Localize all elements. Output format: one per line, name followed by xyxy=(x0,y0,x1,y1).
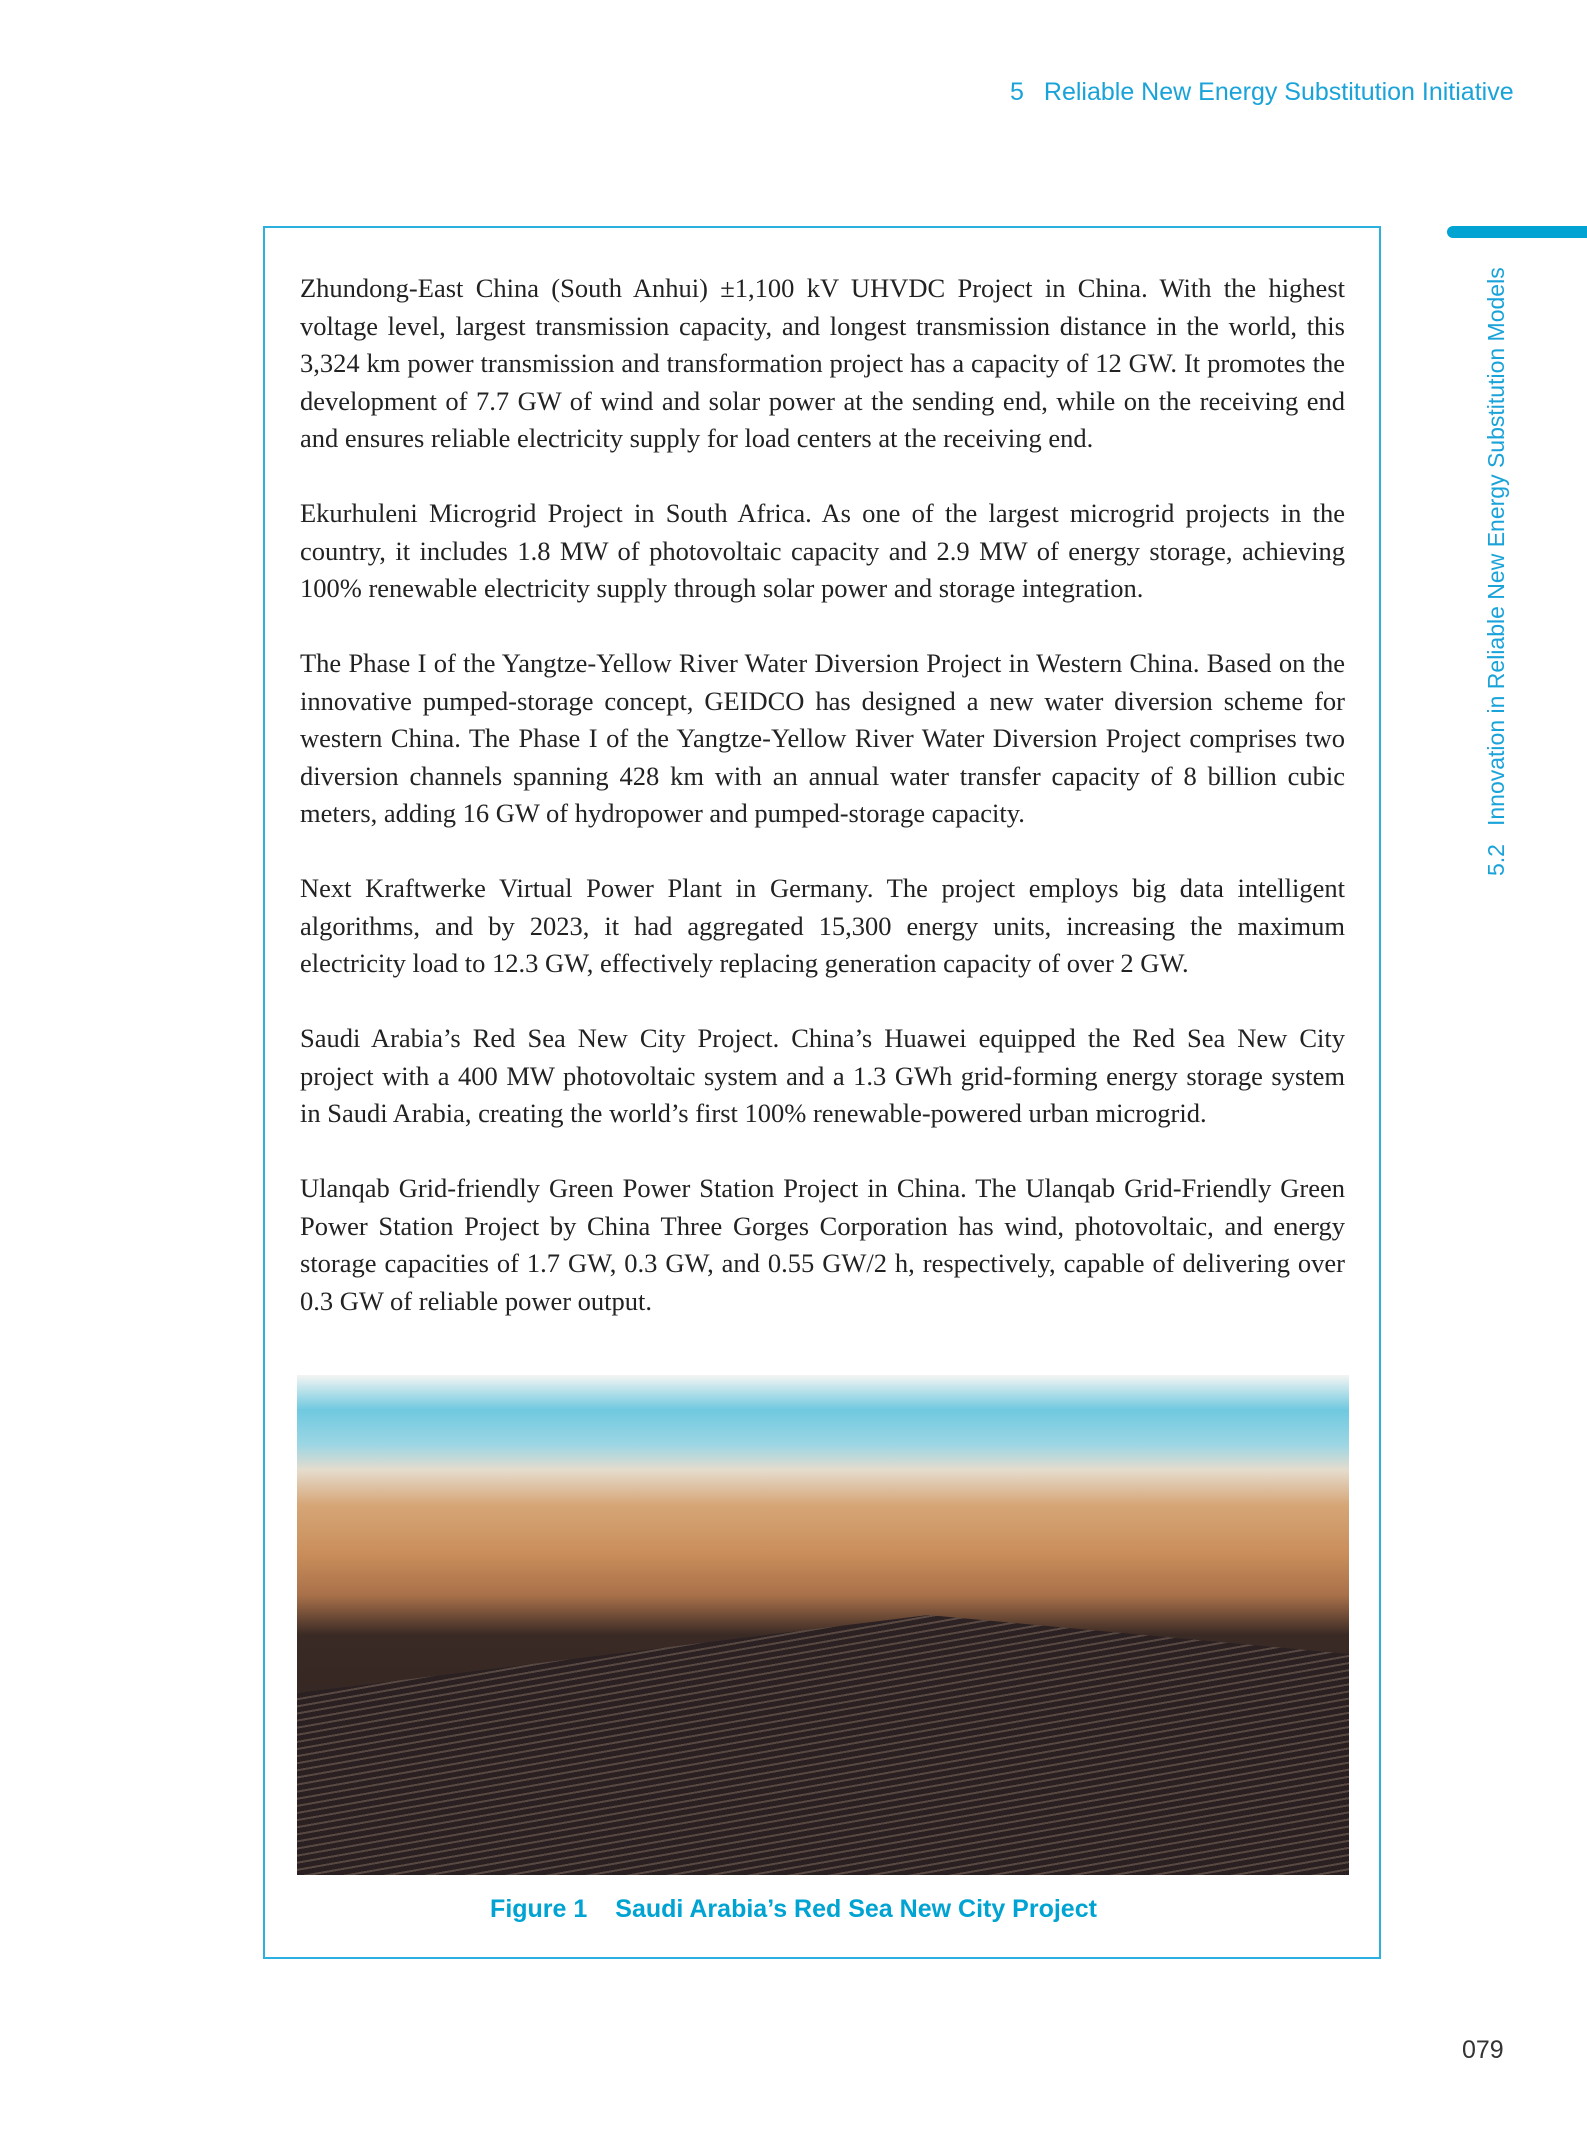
paragraph: Saudi Arabia’s Red Sea New City Project. China’s Huawei equipped the Red Sea New City project with a 400 MW photovoltaic system and a 1.3 GWh grid-forming energy storage system in Saudi Arabia, creating the world’s first 100% renewable-powered urban microgrid. xyxy=(300,1023,1345,1128)
side-section-label xyxy=(1483,267,1510,876)
paragraph: The Phase I of the Yangtze-Yellow River Water Diversion Project in Western China. Based on the innovative pumped-storage concept, GEIDCO has designed a new water diversion scheme for western China. The Phase I of the Yangtze-Yellow River Water Diversion Project comprises two diversion channels spanning 428 km with an annual water transfer capacity of 8 billion cubic meters, adding 16 GW of hydropower and pumped-storage capacity. xyxy=(300,648,1345,828)
paragraph: Ekurhuleni Microgrid Project in South Africa. As one of the largest microgrid projects in the country, it includes 1.8 MW of photovoltaic capacity and 2.9 MW of energy storage, achieving 100% renewable electricity supply through solar power and storage integration. xyxy=(300,498,1345,603)
body-text xyxy=(300,270,1345,1358)
solar-panels-illustration xyxy=(297,1615,1349,1875)
running-header xyxy=(1010,78,1514,107)
figure-caption-text: Saudi Arabia’s Red Sea New City Project xyxy=(615,1895,1097,1923)
paragraph: Ulanqab Grid-friendly Green Power Station Project in China. The Ulanqab Grid-Friendly Green Power Station Project by China Three Gorges Corporation has wind, photovoltaic, and energy storage capacities of 1.7 GW, 0.3 GW, and 0.55 GW/2 h, respectively, capable of delivering over 0.3 GW of reliable power output. xyxy=(300,1173,1345,1316)
figure-photo-solar-farm xyxy=(297,1375,1349,1875)
figure-label: Figure 1 xyxy=(490,1895,588,1923)
section-number: 5.2 xyxy=(1483,844,1509,876)
chapter-title: Reliable New Energy Substitution Initiative xyxy=(1043,78,1514,106)
paragraph: Next Kraftwerke Virtual Power Plant in Germany. The project employs big data intelligent algorithms, and by 2023, it had aggregated 15,300 energy units, increasing the maximum electricity load to 12.3 GW, effectively replacing generation capacity of over 2 GW. xyxy=(300,873,1345,978)
figure-caption xyxy=(0,1895,1587,1924)
page-number: 079 xyxy=(1462,2036,1504,2064)
section-tab-marker xyxy=(1447,226,1587,238)
section-title: Innovation in Reliable New Energy Substitution Models xyxy=(1483,267,1509,827)
chapter-number: 5 xyxy=(1010,78,1024,106)
paragraph: Zhundong-East China (South Anhui) ±1,100 kV UHVDC Project in China. With the highest voltage level, largest transmission capacity, and longest transmission distance in the world, this 3,324 km power transmission and transformation project has a capacity of 12 GW. It promotes the development of 7.7 GW of wind and solar power at the sending end, while on the receiving end and ensures reliable electricity supply for load centers at the receiving end. xyxy=(300,273,1345,453)
